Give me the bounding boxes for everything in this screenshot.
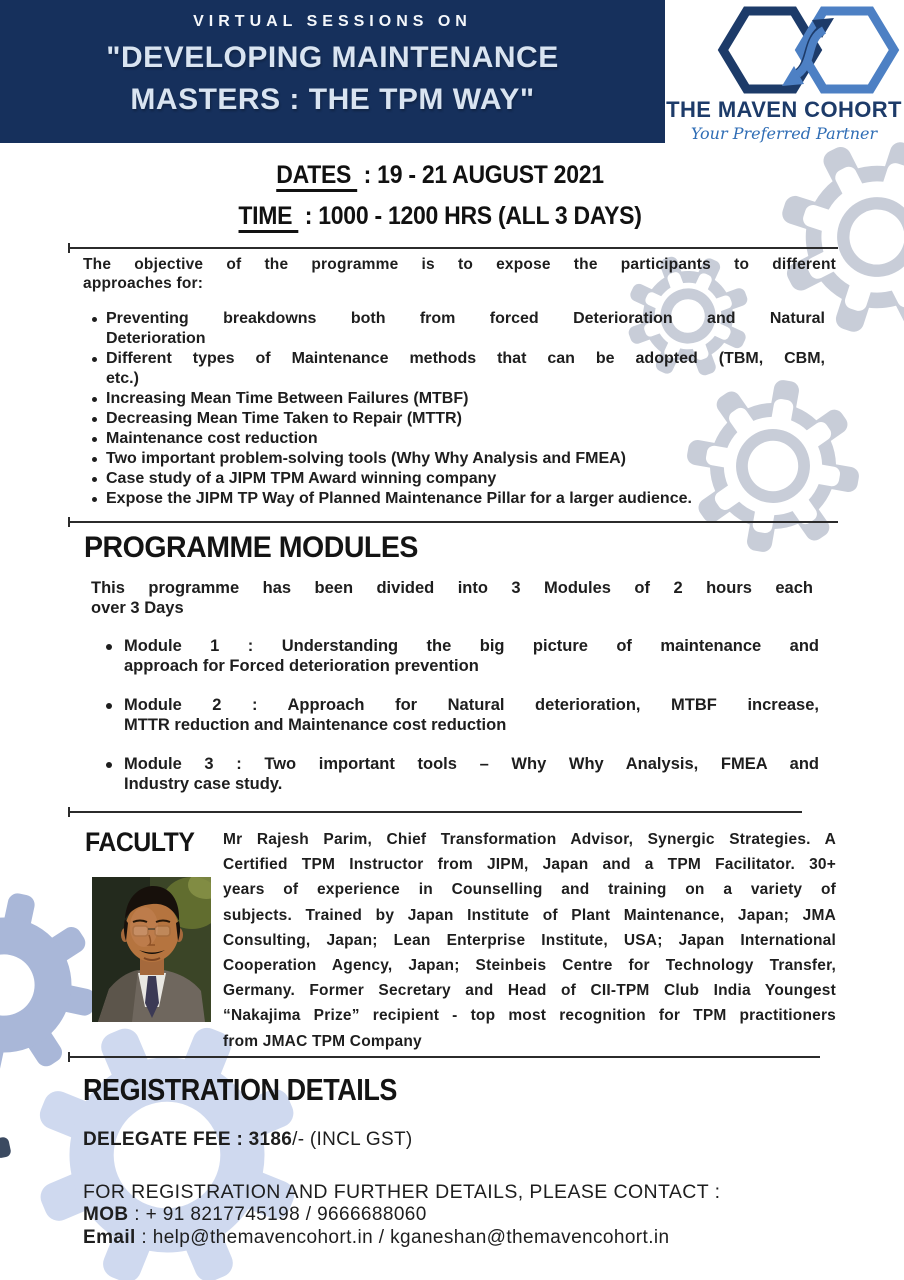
list-item xyxy=(91,409,825,429)
time-value: : 1000 - 1200 HRS (ALL 3 DAYS) xyxy=(304,202,642,230)
delegate-fee-line xyxy=(83,1129,412,1151)
text-line: Different types of Maintenance methods that can be adopted (TBM, CBM, xyxy=(106,350,825,367)
logo-tagline: Your Preferred Partner xyxy=(690,124,878,143)
divider xyxy=(68,521,838,523)
list-item xyxy=(91,309,825,349)
mobile-label: MOB xyxy=(83,1204,129,1225)
list-item xyxy=(91,389,825,409)
list-item xyxy=(91,449,825,469)
text-line: Preventing breakdowns both from forced Deterioration and Natural xyxy=(106,310,825,327)
text-line: etc.) xyxy=(106,370,139,387)
page-title-line1: "DEVELOPING MAINTENANCE xyxy=(106,41,559,74)
text-line: Industry case study. xyxy=(124,775,283,793)
text-line: years of experience in Counselling and training on a variety of xyxy=(223,881,836,899)
dates-value: : 19 - 21 AUGUST 2021 xyxy=(363,161,604,189)
list-item xyxy=(91,349,825,389)
text-line: This programme has been divided into 3 Modules of 2 hours each xyxy=(91,579,813,597)
text-line: approaches for: xyxy=(83,275,204,292)
fee-suffix: /- (INCL GST) xyxy=(292,1129,413,1150)
faculty-heading: FACULTY xyxy=(85,827,195,857)
text-line: Consulting, Japan; Lean Enterprise Institute, USA; Japan International xyxy=(223,931,836,949)
fee-label: DELEGATE FEE : 3186 xyxy=(83,1129,293,1150)
contact-intro: FOR REGISTRATION AND FURTHER DETAILS, PLEASE CONTACT : xyxy=(83,1181,721,1203)
text-line: The objective of the programme is to expose the participants to different xyxy=(83,256,836,273)
text-line: Decreasing Mean Time Taken to Repair (MTTR) xyxy=(106,410,462,427)
modules-heading: PROGRAMME MODULES xyxy=(84,531,418,564)
company-logo xyxy=(664,0,904,143)
text-line: Module 3 : Two important tools – Why Why Analysis, FMEA and xyxy=(124,755,819,773)
list-item xyxy=(105,695,819,735)
text-line: Maintenance cost reduction xyxy=(106,430,318,447)
page-title-line2: MASTERS : THE TPM WAY" xyxy=(130,83,535,116)
email-value: : help@themavencohort.in / kganeshan@themavencohort.in xyxy=(141,1227,670,1248)
dates-label: DATES xyxy=(276,161,357,192)
text-line: Module 1 : Understanding the big picture of maintenance and xyxy=(124,637,819,655)
list-item xyxy=(91,429,825,449)
text-line: Increasing Mean Time Between Failures (MTBF) xyxy=(106,390,469,407)
list-item xyxy=(105,754,819,794)
list-item xyxy=(91,469,825,489)
list-item xyxy=(105,636,819,676)
email-line xyxy=(83,1227,669,1249)
objective-intro xyxy=(83,255,836,293)
header-eyebrow: VIRTUAL SESSIONS ON xyxy=(193,13,472,30)
divider xyxy=(68,811,802,813)
text-line: MTTR reduction and Maintenance cost reduction xyxy=(124,716,507,734)
mobile-line xyxy=(83,1204,427,1226)
text-line: Certified TPM Instructor from JIPM, Japan and a TPM Facilitator. 30+ xyxy=(223,856,836,874)
text-line: Mr Rajesh Parim, Chief Transformation Advisor, Synergic Strategies. A xyxy=(223,831,836,848)
faculty-photo xyxy=(92,877,211,1022)
list-item xyxy=(91,489,825,509)
text-line: Case study of a JIPM TPM Award winning company xyxy=(106,470,497,487)
objective-list xyxy=(91,309,825,509)
text-line: approach for Forced deterioration prevention xyxy=(124,657,479,675)
text-line: Two important problem-solving tools (Why Why Analysis and FMEA) xyxy=(106,450,627,467)
divider xyxy=(68,1056,820,1058)
text-line: Cooperation Agency, Japan; Steinbeis Centre for Technology Transfer, xyxy=(223,957,836,975)
schedule-block xyxy=(54,155,827,237)
divider xyxy=(68,247,838,249)
text-line: Deterioration xyxy=(106,330,206,347)
modules-list xyxy=(105,636,819,813)
text-line: Germany. Former Secretary and Head of CII-TPM Club India Youngest xyxy=(223,982,836,1000)
email-label: Email xyxy=(83,1227,136,1248)
registration-heading: REGISTRATION DETAILS xyxy=(83,1072,397,1107)
text-line: Expose the JIPM TP Way of Planned Maintenance Pillar for a larger audience. xyxy=(106,490,692,507)
text-line: Module 2 : Approach for Natural deterioration, MTBF increase, xyxy=(124,696,819,714)
time-label: TIME xyxy=(238,202,298,233)
text-line: subjects. Trained by Japan Institute of Plant Maintenance, Japan; JMA xyxy=(223,906,836,924)
text-line: from JMAC TPM Company xyxy=(223,1032,422,1050)
maven-cohort-logo-icon xyxy=(664,0,904,96)
time-line xyxy=(54,196,827,237)
faculty-bio xyxy=(223,827,836,1054)
modules-intro xyxy=(91,579,813,618)
dates-line xyxy=(54,155,827,196)
text-line: over 3 Days xyxy=(91,598,184,617)
logo-name: THE MAVEN COHORT xyxy=(666,97,902,122)
mobile-value: : + 91 8217745198 / 9666688060 xyxy=(134,1204,427,1225)
header-banner xyxy=(0,0,665,143)
text-line: “Nakajima Prize” recipient - top most recognition for TPM practitioners xyxy=(223,1007,836,1025)
